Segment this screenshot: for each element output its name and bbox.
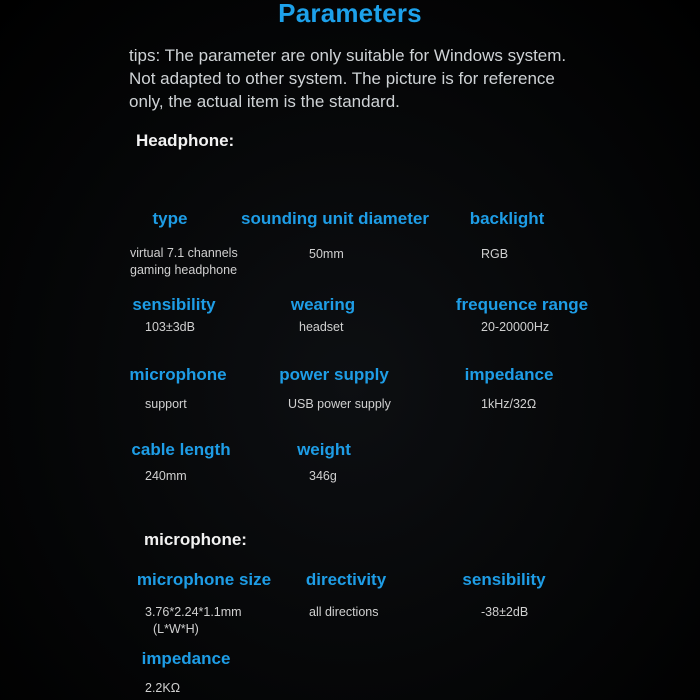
- mic-spec-value-directivity: all directions: [309, 605, 379, 619]
- mic-spec-label-impedance: impedance: [141, 649, 231, 668]
- tips-line-2: Not adapted to other system. The picture is for reference: [129, 69, 555, 88]
- spec-value-backlight: RGB: [481, 247, 509, 261]
- spec-value-wearing: headset: [299, 320, 344, 334]
- tips-line-3: only, the actual item is the standard.: [129, 92, 400, 111]
- headphone-heading: Headphone:: [136, 131, 235, 150]
- spec-label-backlight: backlight: [469, 209, 545, 228]
- page-title: Parameters: [278, 0, 422, 28]
- spec-label-sounding-unit-diameter: sounding unit diameter: [241, 209, 429, 228]
- spec-value-type: [130, 245, 238, 279]
- spec-label-impedance: impedance: [464, 365, 554, 384]
- spec-value-microphone: support: [145, 397, 187, 411]
- spec-label-cable-length: cable length: [131, 440, 231, 459]
- mic-spec-value-sensibility: -38±2dB: [481, 605, 529, 619]
- spec-value-type-line-2: gaming headphone: [130, 263, 238, 277]
- mic-spec-value-microphone-size-line-2: (L*W*H): [153, 622, 199, 636]
- spec-value-cable-length: 240mm: [145, 469, 187, 483]
- mic-spec-label-directivity: directivity: [305, 570, 387, 589]
- spec-label-power-supply: power supply: [279, 365, 389, 384]
- spec-value-weight: 346g: [309, 469, 337, 483]
- spec-label-sensibility: sensibility: [132, 295, 216, 314]
- spec-label-type: type: [152, 209, 188, 228]
- spec-value-frequence-range: 20-20000Hz: [481, 320, 550, 334]
- microphone-heading: microphone:: [144, 530, 247, 549]
- spec-value-sensibility: 103±3dB: [145, 320, 195, 334]
- tips-text: [129, 44, 649, 113]
- mic-spec-value-microphone-size: [145, 604, 242, 638]
- spec-value-type-line-1: virtual 7.1 channels: [130, 246, 238, 260]
- spec-label-frequence-range: frequence range: [455, 295, 589, 314]
- mic-spec-label-sensibility: sensibility: [462, 570, 546, 589]
- spec-label-weight: weight: [297, 440, 351, 459]
- spec-value-power-supply: USB power supply: [288, 397, 391, 411]
- spec-value-impedance: 1kHz/32Ω: [481, 397, 537, 411]
- spec-label-wearing: wearing: [290, 295, 356, 314]
- mic-spec-label-microphone-size: microphone size: [136, 570, 272, 589]
- spec-label-microphone: microphone: [129, 365, 227, 384]
- tips-line-1: tips: The parameter are only suitable for Windows system.: [129, 46, 567, 65]
- spec-value-sounding-unit-diameter: 50mm: [309, 247, 344, 261]
- mic-spec-value-impedance: 2.2KΩ: [145, 681, 181, 695]
- mic-spec-value-microphone-size-line-1: 3.76*2.24*1.1mm: [145, 605, 242, 619]
